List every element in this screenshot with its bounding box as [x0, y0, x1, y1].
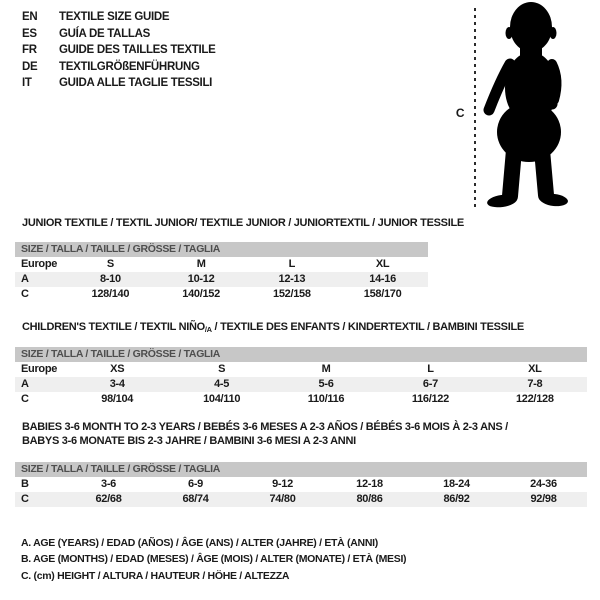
table-cell: 122/128 [515, 393, 554, 405]
language-code: FR [22, 44, 37, 57]
height-measure-label: C [455, 106, 465, 120]
table-cell: XL [528, 363, 542, 375]
table-cell: 7-8 [527, 378, 543, 390]
table-row-height [15, 392, 587, 407]
table-cell: 12-18 [356, 478, 383, 490]
language-row-en [22, 9, 216, 26]
row-label-cell: C [21, 393, 29, 405]
baby-silhouette-icon [478, 0, 578, 215]
table-cell: 6-9 [188, 478, 203, 490]
table-cell: 14-16 [369, 273, 396, 285]
table-cell: S [106, 258, 114, 270]
language-code: DE [22, 60, 38, 73]
table-row-height [15, 492, 587, 507]
note-line-a: A. AGE (YEARS) / EDAD (AÑOS) / ÂGE (ANS) / ALTER (JAHRE) / ETÀ (ANNI) [21, 537, 378, 549]
table-cell: 12-13 [278, 273, 306, 285]
table-cell: 140/152 [182, 288, 220, 300]
babies-size-table [15, 462, 587, 507]
table-cell: 116/122 [411, 393, 449, 405]
table-cell: 128/140 [91, 288, 130, 300]
table-cell: S [218, 363, 226, 375]
table-cell: 86/92 [443, 493, 470, 505]
table-cell: L [288, 258, 296, 270]
table-cell: 4-5 [214, 378, 230, 390]
language-list [22, 9, 216, 92]
junior-table-title: JUNIOR TEXTILE / TEXTIL JUNIOR/ TEXTILE JUNIOR / JUNIORTEXTIL / JUNIOR TESSILE [22, 217, 464, 229]
table-cell: 68/74 [182, 493, 209, 505]
row-label-cell: C [21, 493, 29, 505]
row-label-cell: C [21, 288, 29, 300]
size-header-bar: SIZE / TALLA / TAILLE / GRÖSSE / TAGLIA [15, 347, 587, 362]
table-cell: 24-36 [530, 478, 557, 490]
table-cell: 9-12 [272, 478, 293, 490]
table-cell: 74/80 [269, 493, 296, 505]
children-title-text: / TEXTILE DES ENFANTS / KINDERTEXTIL / BAMBINI TESSILE [211, 321, 524, 333]
table-row-europe [15, 362, 587, 377]
table-row-age [15, 377, 587, 392]
row-label-cell: Europe [21, 258, 58, 270]
size-header-bar: SIZE / TALLA / TAILLE / GRÖSSE / TAGLIA [15, 462, 587, 477]
language-label: TEXTILGRÖßENFÜHRUNG [59, 60, 200, 73]
table-row-age-months [15, 477, 587, 492]
table-cell: 104/110 [203, 393, 241, 405]
table-cell: XL [375, 258, 390, 270]
children-table-title [22, 321, 524, 334]
row-label-cell: Europe [21, 363, 58, 375]
table-row-europe [15, 257, 428, 272]
height-measure-dotted-line [474, 8, 476, 210]
children-title-subscript: /A [204, 325, 212, 334]
table-cell: M [196, 258, 206, 270]
children-title-text: CHILDREN'S TEXTILE / TEXTIL NIÑO [22, 321, 205, 333]
language-row-de [22, 59, 216, 76]
language-code: EN [22, 11, 38, 24]
table-cell: 6-7 [422, 378, 438, 390]
language-label: TEXTILE SIZE GUIDE [59, 11, 170, 24]
note-line-b: B. AGE (MONTHS) / EDAD (MESES) / ÂGE (MOIS) / ALTER (MONATE) / ETÀ (MESI) [21, 553, 407, 566]
language-label: GUÍA DE TALLAS [59, 27, 150, 40]
table-cell: XS [110, 363, 125, 375]
table-cell: 98/104 [101, 393, 134, 405]
table-cell: 3-4 [109, 378, 125, 390]
language-row-fr [22, 42, 216, 59]
row-label-cell: A [21, 378, 29, 390]
language-label: GUIDA ALLE TAGLIE TESSILI [59, 77, 213, 90]
size-header-bar: SIZE / TALLA / TAILLE / GRÖSSE / TAGLIA [15, 242, 428, 257]
table-cell: 18-24 [443, 478, 470, 490]
table-cell: 5-6 [318, 378, 334, 390]
language-code: IT [22, 77, 32, 90]
babies-table-title-line1: BABIES 3-6 MONTH TO 2-3 YEARS / BEBÉS 3-6 MESES A 2-3 AÑOS / BÉBÉS 3-6 MOIS À 2-3 ANS / [22, 421, 508, 433]
table-cell: L [427, 363, 434, 375]
table-cell: 10-12 [187, 273, 215, 285]
language-row-es [22, 26, 216, 43]
table-cell: 152/158 [273, 288, 311, 300]
table-cell: 80/86 [356, 493, 383, 505]
table-cell: 3-6 [101, 478, 116, 490]
table-row-height [15, 287, 428, 302]
table-cell: M [321, 363, 331, 375]
row-label-cell: B [21, 478, 29, 490]
babies-table-title-line2: BABYS 3-6 MONATE BIS 2-3 JAHRE / BAMBINI 3-6 MESI A 2-3 ANNI [22, 435, 356, 447]
table-row-age [15, 272, 428, 287]
table-cell: 110/116 [307, 393, 345, 405]
table-cell: 8-10 [99, 273, 121, 285]
row-label-cell: A [21, 273, 29, 285]
table-cell: 62/68 [95, 493, 122, 505]
language-code: ES [22, 27, 37, 40]
children-size-table [15, 347, 587, 407]
legend-notes [21, 535, 406, 584]
table-cell: 92/98 [530, 493, 557, 505]
note-line-c: C. (cm) HEIGHT / ALTURA / HAUTEUR / HÖHE / ALTEZZA [21, 569, 290, 582]
table-cell: 158/170 [363, 288, 402, 300]
junior-size-table [15, 242, 428, 302]
language-label: GUIDE DES TAILLES TEXTILE [59, 44, 216, 57]
language-row-it [22, 75, 216, 92]
